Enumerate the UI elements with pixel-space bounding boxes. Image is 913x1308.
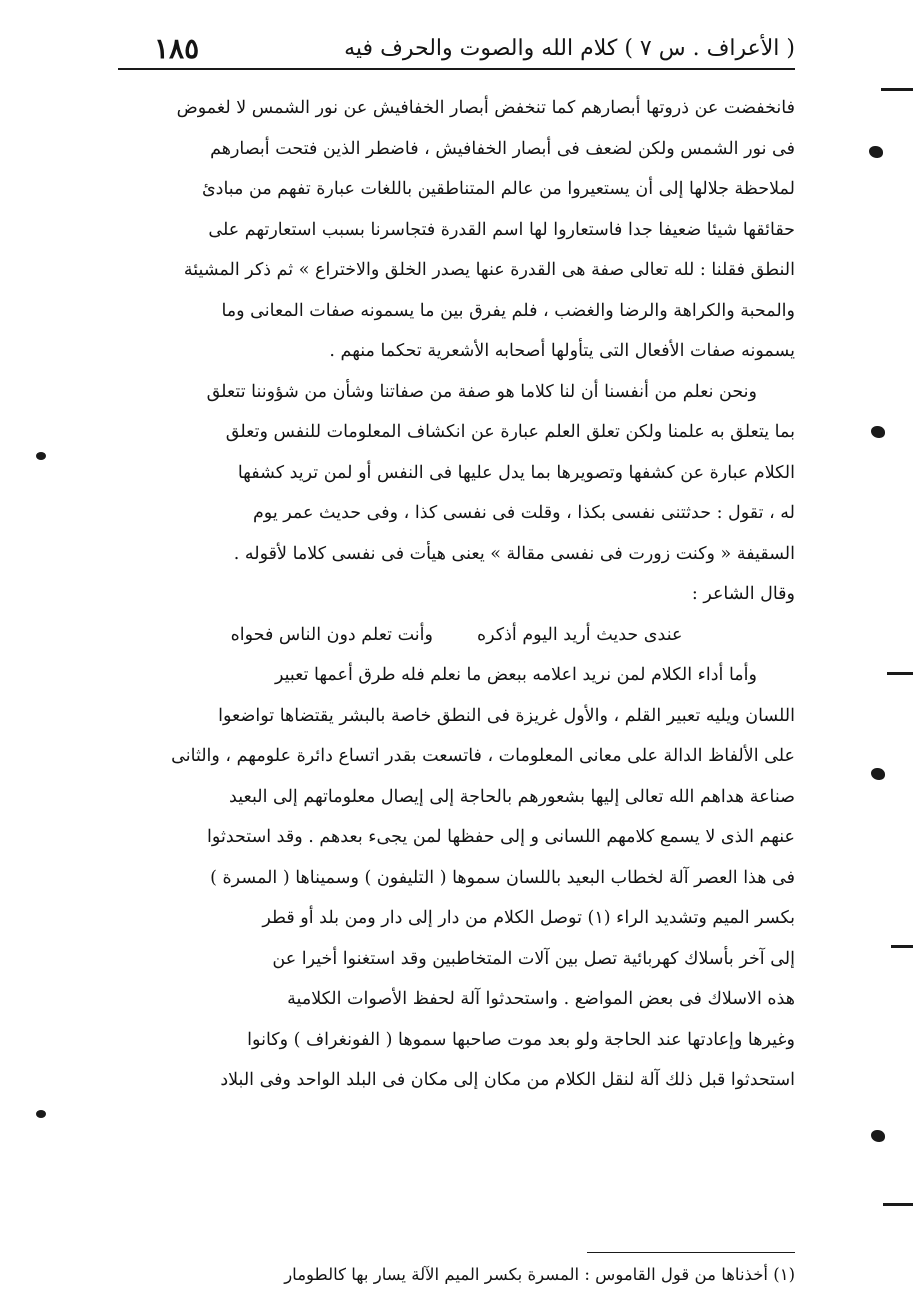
text-line: النطق فقلنا : لله تعالى صفة هى القدرة عنها يصدر الخلق والاختراع » ثم ذكر المشيئة bbox=[183, 260, 795, 280]
text-line: فى نور الشمس ولكن لضعف فى أبصار الخفافيش ، فاضطر الذين فتحت أبصارهم bbox=[210, 138, 795, 159]
text-line: اللسان ويليه تعبير القلم ، والأول غريزة فى النطق خاصة بالبشر يقتضاها تواضعوا bbox=[218, 705, 795, 726]
scan-mark bbox=[887, 672, 913, 675]
text-line: له ، تقول : حدثتنى نفسى بكذا ، وقلت فى نفسى كذا ، وفى حديث عمر يوم bbox=[252, 503, 795, 523]
text-line: وأما أداء الكلام لمن نريد اعلامه ببعض ما نعلم فله طرق أعمها تعبير bbox=[274, 665, 757, 685]
scan-mark bbox=[891, 945, 913, 948]
header-title: ( الأعراف . س ٧ ) كلام الله والصوت والحرف فيه bbox=[344, 35, 795, 61]
text-line: ونحن نعلم من أنفسنا أن لنا كلاما هو صفة من صفاتنا وشأن من شؤوننا تتعلق bbox=[206, 381, 757, 402]
text-line: عنهم الذى لا يسمع كلامهم اللسانى و إلى حفظها لمن يجىء بعدهم . وقد استحدثوا bbox=[207, 827, 795, 847]
scan-blot bbox=[869, 146, 883, 158]
footnote: (١) أخذناها من قول القاموس : المسرة بكسر الميم الآلة يسار بها كالطومار bbox=[284, 1265, 795, 1284]
text-line: فانخفضت عن ذروتها أبصارهم كما تنخفض أبصار الخفافيش عن نور الشمس لا لغموض bbox=[176, 98, 795, 118]
scan-blot bbox=[871, 768, 885, 780]
scan-mark bbox=[881, 88, 913, 91]
text-line: على الألفاظ الدالة على معانى المعلومات ، فاتسعت بقدر اتساع دائرة علومهم ، والثانى bbox=[171, 746, 795, 766]
running-header bbox=[118, 28, 795, 70]
scan-blot bbox=[871, 1130, 885, 1142]
text-line: الكلام عبارة عن كشفها وتصويرها بما يدل عليها فى النفس أو لمن تريد كشفها bbox=[237, 462, 795, 483]
scan-mark bbox=[883, 1203, 913, 1206]
text-line: لملاحظة جلالها إلى أن يستعيروا من عالم المتناطقين باللغات عبارة تفهم من مبادئ bbox=[201, 179, 795, 199]
scan-blot bbox=[871, 426, 885, 438]
footnote-divider bbox=[587, 1252, 795, 1253]
text-line: والمحبة والكراهة والرضا والغضب ، فلم يفرق بين ما يسمونه صفات المعانى وما bbox=[221, 300, 795, 321]
text-line: السقيفة « وكنت زورت فى نفسى مقالة » يعنى هيأت فى نفسى كلاما لأقوله . bbox=[233, 543, 795, 564]
text-line: بما يتعلق به علمنا ولكن تعلق العلم عبارة عن انكشاف المعلومات للنفس وتعلق bbox=[225, 422, 795, 442]
scan-speck bbox=[36, 1110, 46, 1118]
verse bbox=[118, 615, 795, 656]
text-line: إلى آخر بأسلاك كهربائية تصل بين آلات المتخاطبين وقد استغنوا أخيرا عن bbox=[272, 948, 795, 969]
page-number: ١٨٥ bbox=[154, 31, 200, 65]
text-line: وقال الشاعر : bbox=[691, 584, 795, 604]
main-text bbox=[118, 88, 795, 1101]
text-line: فى هذا العصر آلة لخطاب البعيد باللسان سموها ( التليفون ) وسميناها ( المسرة ) bbox=[210, 867, 795, 888]
text-line: صناعة هداهم الله تعالى إليها بشعورهم بالحاجة إلى إيصال معلوماتهم إلى البعيد bbox=[229, 786, 795, 807]
text-line: هذه الاسلاك فى بعض المواضع . واستحدثوا آلة لحفظ الأصوات الكلامية bbox=[287, 989, 795, 1009]
text-line: حقائقها شيئا ضعيفا جدا فاستعاروا لها اسم القدرة فتجاسرنا بسبب استعارتهم على bbox=[208, 219, 795, 240]
scan-speck bbox=[36, 452, 46, 460]
text-line: بكسر الميم وتشديد الراء (١) توصل الكلام من دار إلى دار ومن بلد أو قطر bbox=[262, 908, 795, 928]
verse-second-hemistich: وأنت تعلم دون الناس فحواه bbox=[230, 624, 433, 645]
text-line: يسمونه صفات الأفعال التى يتأولها أصحابه الأشعرية تحكما منهم . bbox=[329, 341, 795, 361]
text-line: استحدثوا قبل ذلك آلة لنقل الكلام من مكان إلى مكان فى البلد الواحد وفى البلاد bbox=[220, 1070, 795, 1090]
text-line: وغيرها وإعادتها عند الحاجة ولو بعد موت صاحبها سموها ( الفونغراف ) وكانوا bbox=[247, 1029, 795, 1050]
verse-first-hemistich: عندى حديث أريد اليوم أذكره bbox=[476, 624, 683, 645]
